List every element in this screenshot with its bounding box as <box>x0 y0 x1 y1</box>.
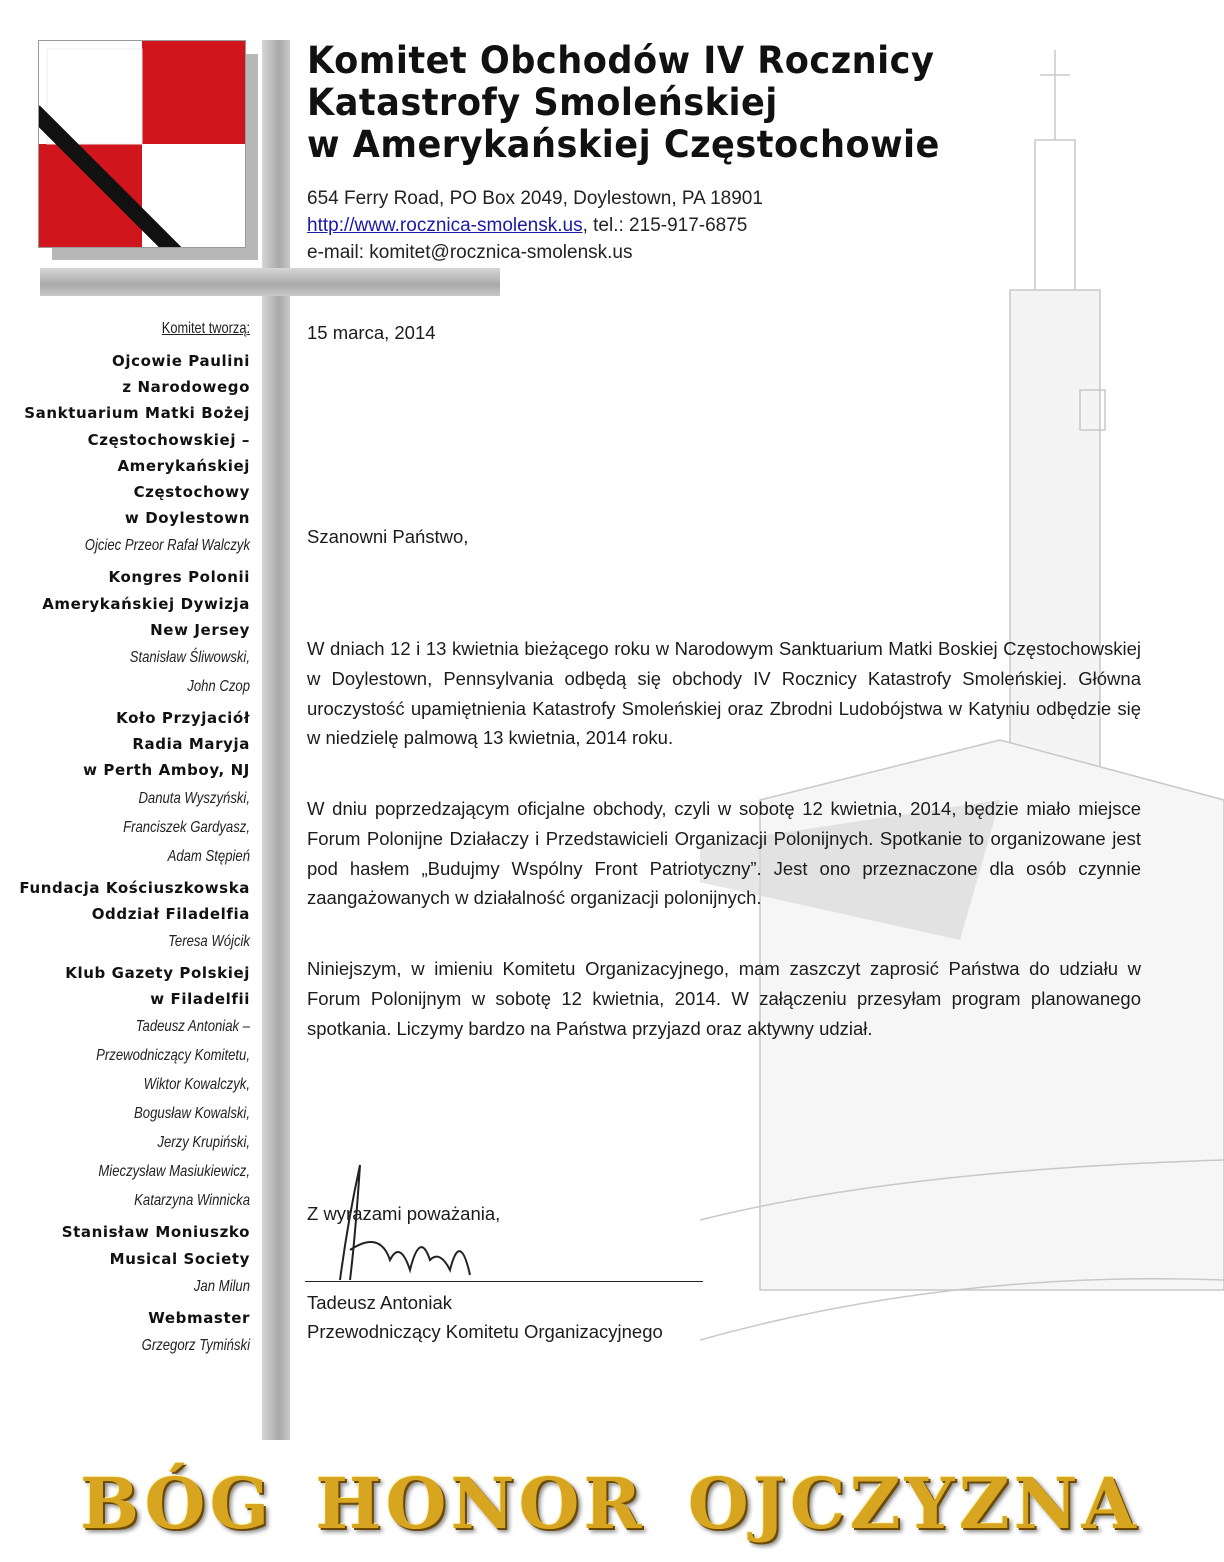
member-name: Przewodniczący Komitetu, <box>96 1047 250 1065</box>
member-name: Ojciec Przeor Rafał Walczyk <box>84 537 250 555</box>
signer-name: Tadeusz Antoniak <box>307 1292 453 1313</box>
member-organization <box>0 1305 250 1360</box>
cross-vertical-bar <box>262 40 290 1440</box>
signer-title: Przewodniczący Komitetu Organizacyjnego <box>307 1321 663 1342</box>
member-name: John Czop <box>187 678 250 696</box>
title-line: Komitet Obchodów IV Rocznicy <box>307 39 935 82</box>
organization-name: w Doylestown <box>124 509 250 528</box>
member-name: Katarzyna Winnicka <box>134 1192 250 1210</box>
member-name: Mieczysław Masiukiewicz, <box>98 1163 250 1181</box>
motto-word: BÓG <box>80 1462 274 1545</box>
organization-name: Amerykańskiej Dywizja <box>42 594 250 613</box>
committee-title <box>307 40 940 166</box>
paragraph: W dniach 12 i 13 kwietnia bieżącego roku w Narodowym Sanktuarium Matki Boskiej Częstochowskiej w Doylestown, Pennsylvania odbędą się obchody IV Rocznicy Katastrofy Smoleńskiej. Główna uroczystość upamiętnienia Katastrofy Smoleńskiej oraz Zbrodni Ludobójstwa w Katyniu odbędzie się w niedzielę palmową 13 kwietnia, 2014 roku. <box>307 638 1141 749</box>
member-organization <box>0 348 250 560</box>
organization-name: Klub Gazety Polskiej <box>65 964 250 983</box>
email: e-mail: komitet@rocznica-smolensk.us <box>307 242 633 263</box>
member-organization <box>0 564 250 701</box>
sidebar-heading: Komitet tworzą: <box>161 320 250 337</box>
member-name: Jan Milun <box>193 1277 250 1295</box>
member-name: Wiktor Kowalczyk, <box>143 1076 250 1094</box>
motto-banner <box>80 1462 1140 1545</box>
member-name: Danuta Wyszyński, <box>138 789 250 807</box>
contact-block <box>307 185 763 266</box>
cross-horizontal-bar <box>40 268 500 296</box>
member-name: Franciszek Gardyasz, <box>123 818 250 836</box>
salutation: Szanowni Państwo, <box>307 526 469 547</box>
organization-name: w Perth Amboy, NJ <box>83 761 250 780</box>
organization-name: Musical Society <box>109 1249 250 1268</box>
organization-name: z Narodowego <box>122 378 250 397</box>
member-organization <box>0 705 250 871</box>
organization-name: Amerykańskiej <box>117 456 250 475</box>
phone: , tel.: 215-917-6875 <box>582 215 748 236</box>
letter-date: 15 marca, 2014 <box>307 322 436 343</box>
organization-name: Sanktuarium Matki Bożej <box>24 404 250 423</box>
member-name: Grzegorz Tymiński <box>141 1337 250 1355</box>
organization-name: Webmaster <box>148 1308 250 1327</box>
member-name: Tadeusz Antoniak – <box>135 1018 250 1036</box>
paragraph: W dniu poprzedzającym oficjalne obchody, czyli w sobotę 12 kwietnia, 2014, będzie miało miejsce Forum Polonijne Działaczy i Przedstawicieli Organizacji Polonijnych. Spotkanie to organizowane jest pod hasłem „Budujmy Wspólny Front Patriotyczny”. Jest ono przeznaczone dla osób czynnie zaangażowanych w działalność organizacji polonijnych. <box>307 798 1141 909</box>
motto-word: OJCZYZNA <box>687 1462 1140 1545</box>
website-link[interactable]: http://www.rocznica-smolensk.us <box>307 215 583 236</box>
polish-checkerboard-logo <box>38 40 246 248</box>
organization-name: Ojcowie Paulini <box>112 352 250 370</box>
organization-name: Stanisław Moniuszko <box>61 1223 250 1242</box>
organization-name: Kongres Polonii <box>108 568 250 587</box>
committee-members-sidebar <box>0 320 250 1364</box>
organization-name: Częstochowy <box>133 483 250 502</box>
closing: Z wyrazami poważania, <box>307 1203 501 1224</box>
postal-address: 654 Ferry Road, PO Box 2049, Doylestown, PA 18901 <box>307 188 763 209</box>
member-name: Bogusław Kowalski, <box>134 1105 250 1123</box>
signature-line <box>305 1281 703 1282</box>
motto-word: HONOR <box>315 1462 646 1545</box>
organization-name: Fundacja Kościuszkowska <box>19 878 250 897</box>
organization-name: Oddział Filadelfia <box>91 904 250 923</box>
member-name: Stanisław Śliwowski, <box>129 649 250 667</box>
handwritten-signature <box>320 1160 490 1290</box>
organization-name: New Jersey <box>150 620 250 639</box>
title-line: Katastrofy Smoleńskiej <box>307 81 778 124</box>
organization-name: Radia Maryja <box>132 735 250 754</box>
title-line: w Amerykańskiej Częstochowie <box>307 123 940 166</box>
organization-name: w Filadelfii <box>150 990 250 1009</box>
member-name: Adam Stępień <box>167 847 250 865</box>
organization-name: Częstochowskiej – <box>87 430 250 449</box>
paragraph: Niniejszym, w imieniu Komitetu Organizacyjnego, mam zaszczyt zaprosić Państwa do udziału w Forum Polonijnym w sobotę 12 kwietnia, 2014. W załączeniu przesyłam program planowanego spotkania. Liczymy bardzo na Państwa przyjazd oraz aktywny udział. <box>307 958 1141 1039</box>
member-organization <box>0 1219 250 1300</box>
member-organization <box>0 960 250 1215</box>
member-organization <box>0 875 250 956</box>
member-name: Teresa Wójcik <box>168 933 250 951</box>
member-name: Jerzy Krupiński, <box>157 1134 250 1152</box>
organization-name: Koło Przyjaciół <box>116 709 250 728</box>
